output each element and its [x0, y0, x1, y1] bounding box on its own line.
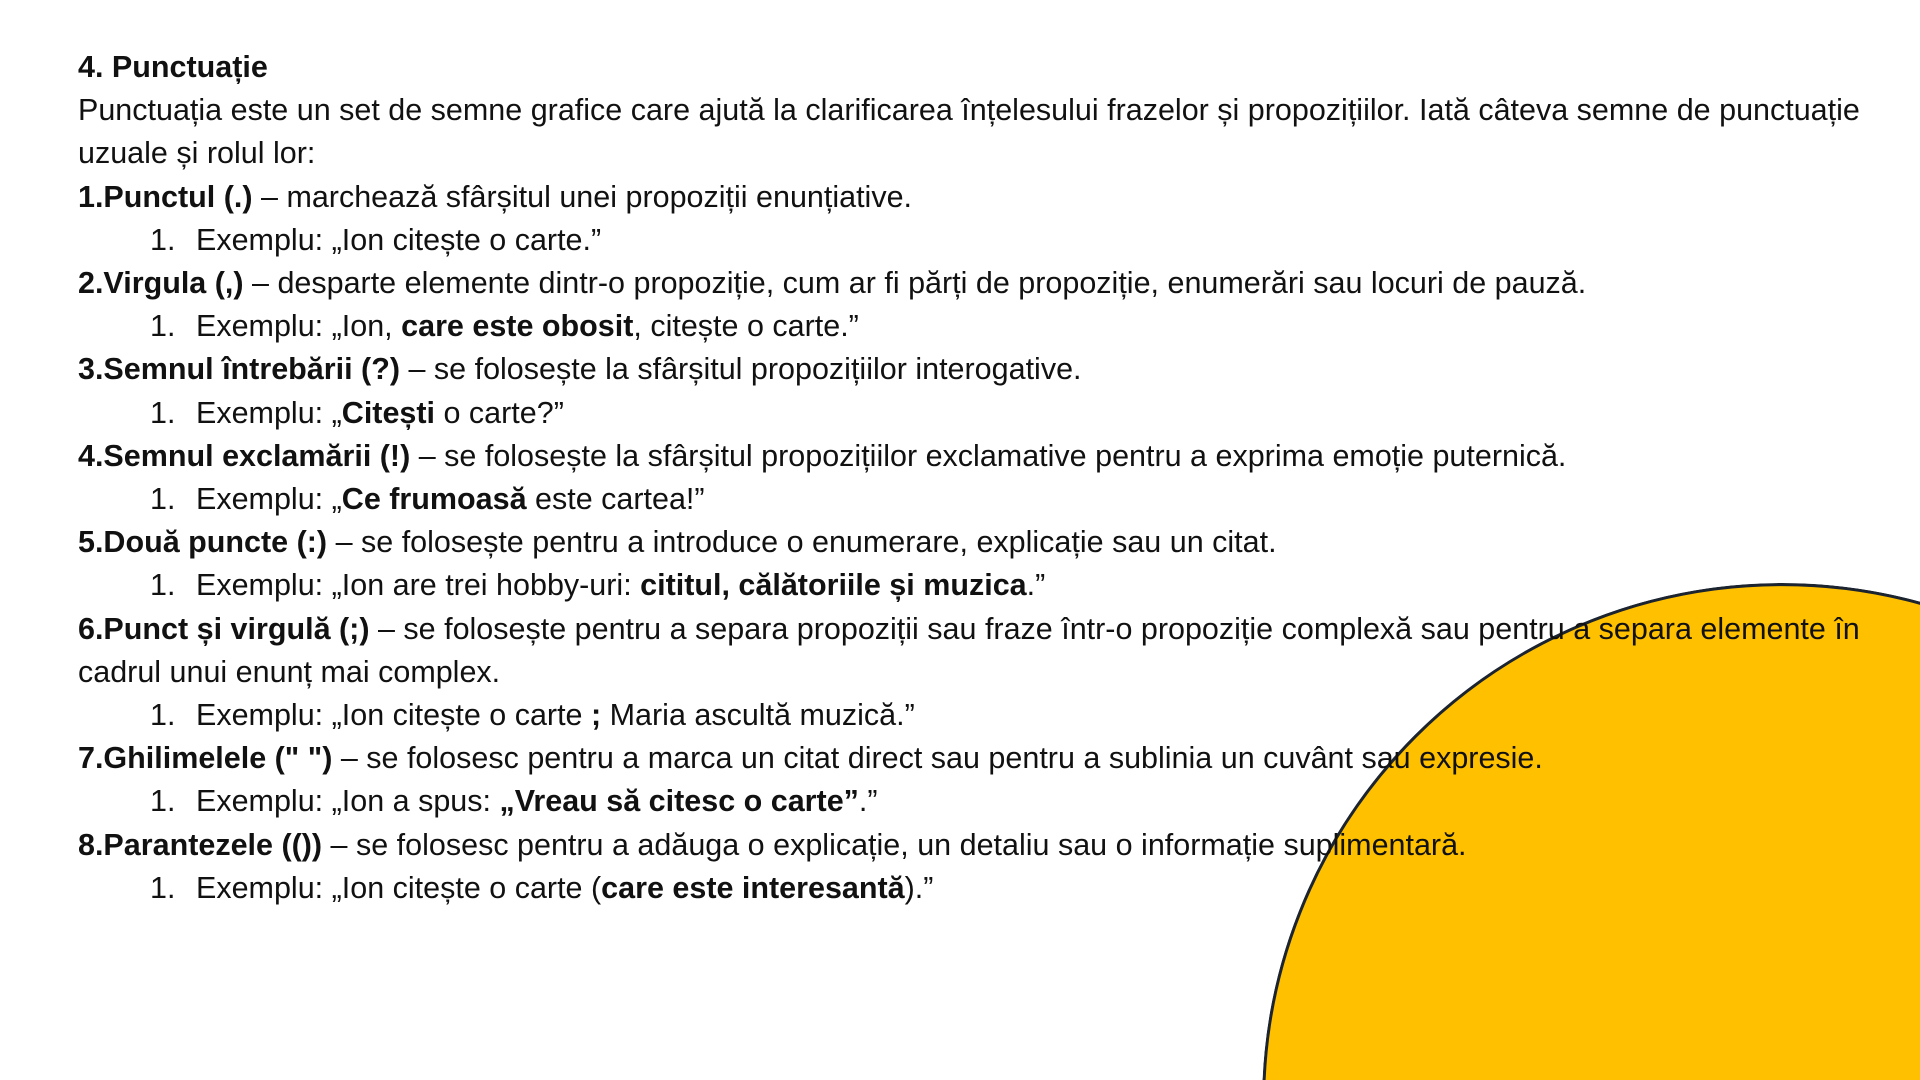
example-bold: care este obosit [401, 309, 634, 344]
item-description: – se folosește la sfârșitul propozițiilor interogative. [400, 352, 1082, 387]
sub-number: 1. [150, 870, 176, 905]
section-heading: 4. Punctuație [78, 50, 268, 84]
item-description: – se folosește pentru a separa propoziții sau fraze într-o propoziție complexă sau pentru a separa elemente în cadrul unui enunț mai complex. [78, 611, 1860, 689]
intro-paragraph: Punctuația este un set de semne grafice care ajută la clarificarea înțelesului frazelor și propozițiilor. Iată câteva semne de punctuație uzuale și rolul lor: [78, 93, 1860, 171]
example-bold: ; [591, 698, 602, 733]
sub-number: 1. [150, 222, 176, 257]
example-text: o carte?” [435, 395, 564, 430]
item-description: – se folosește la sfârșitul propozițiilor exclamative pentru a exprima emoție puternică. [410, 438, 1567, 473]
item-title: 4.Semnul exclamării (!) [78, 438, 411, 473]
item-title: 1.Punctul (.) [78, 179, 253, 214]
example-prefix: Exemplu: [196, 784, 332, 819]
example-text: „Ion citește o carte ( [331, 870, 602, 905]
example-text: este cartea!” [526, 482, 705, 517]
item-title: 5.Două puncte (:) [78, 525, 328, 560]
example-text: „ [331, 395, 342, 430]
item-description: – se folosește pentru a introduce o enumerare, explicație sau un citat. [327, 525, 1277, 560]
example-doua-puncte [78, 564, 1878, 607]
item-description: – marchează sfârșitul unei propoziții enunțiative. [252, 179, 913, 214]
example-bold: „Vreau să citesc o carte” [499, 784, 859, 819]
list-item-punctul [78, 176, 1878, 219]
example-parantezele [78, 867, 1878, 910]
sub-number: 1. [150, 395, 176, 430]
example-prefix: Exemplu: [196, 698, 332, 733]
sub-number: 1. [150, 568, 176, 603]
list-item-semnul-intrebarii [78, 348, 1878, 391]
sub-number: 1. [150, 698, 176, 733]
example-bold: care este interesantă [601, 870, 905, 905]
example-bold: Citești [341, 395, 436, 430]
example-text: ).” [904, 870, 934, 905]
sub-number: 1. [150, 309, 176, 344]
example-ghilimelele [78, 780, 1878, 823]
example-bold: Ce frumoasă [341, 482, 527, 517]
example-semnul-exclamarii [78, 478, 1878, 521]
list-item-punct-si-virgula [78, 608, 1878, 694]
example-text: .” [1026, 568, 1046, 603]
item-title: 7.Ghilimelele (" ") [78, 741, 333, 776]
example-text: Maria ascultă muzică.” [601, 698, 915, 733]
list-item-doua-puncte [78, 521, 1878, 564]
list-item-virgula [78, 262, 1878, 305]
item-description: – se folosesc pentru a adăuga o explicație, un detaliu sau o informație suplimentară. [322, 827, 1467, 862]
example-text: .” [858, 784, 878, 819]
example-text: „Ion are trei hobby-uri: [331, 568, 641, 603]
example-prefix: Exemplu: [196, 309, 332, 344]
example-text: „Ion a spus: [331, 784, 500, 819]
example-prefix: Exemplu: [196, 568, 332, 603]
item-title: 3.Semnul întrebării (?) [78, 352, 400, 387]
slide-content [78, 46, 1878, 910]
example-prefix: Exemplu: [196, 222, 332, 257]
list-item-semnul-exclamarii [78, 435, 1878, 478]
example-semnul-intrebarii [78, 392, 1878, 435]
item-title: 6.Punct și virgulă (;) [78, 611, 370, 646]
list-item-parantezele [78, 824, 1878, 867]
example-prefix: Exemplu: [196, 482, 332, 517]
example-virgula [78, 305, 1878, 348]
item-description: – se folosesc pentru a marca un citat direct sau pentru a sublinia un cuvânt sau expresie. [332, 741, 1543, 776]
example-text: „Ion citește o carte [331, 698, 591, 733]
item-title: 8.Parantezele (()) [78, 827, 323, 862]
item-title: 2.Virgula (,) [78, 266, 244, 301]
example-bold: cititul, călătoriile și muzica [640, 568, 1027, 603]
example-text: „ [331, 482, 342, 517]
sub-number: 1. [150, 784, 176, 819]
list-item-ghilimelele [78, 737, 1878, 780]
example-text: , citește o carte.” [633, 309, 859, 344]
example-text: „Ion, [331, 309, 402, 344]
example-punct-si-virgula [78, 694, 1878, 737]
item-description: – desparte elemente dintr-o propoziție, cum ar fi părți de propoziție, enumerări sau locuri de pauză. [243, 266, 1587, 301]
example-text: „Ion citește o carte.” [331, 222, 602, 257]
example-prefix: Exemplu: [196, 870, 332, 905]
example-prefix: Exemplu: [196, 395, 332, 430]
sub-number: 1. [150, 482, 176, 517]
example-punctul [78, 219, 1878, 262]
